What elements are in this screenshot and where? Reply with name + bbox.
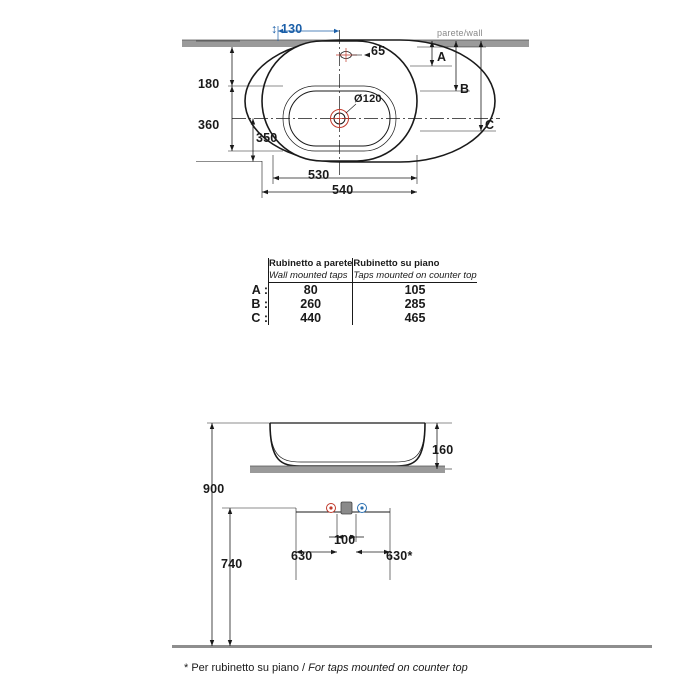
value-b-wall: 260 [269, 297, 353, 311]
dim-900-label: 900 [203, 482, 225, 496]
wall-label: parete/wall [437, 28, 483, 38]
table [222, 258, 477, 325]
drain-diameter-label: Ø120 [354, 93, 382, 105]
row-label-a: A : [251, 282, 268, 297]
value-b-counter: 285 [353, 297, 477, 311]
footnote [184, 662, 468, 674]
row-label-c: C : [251, 310, 268, 325]
letter-c-label: C [485, 118, 495, 132]
table-row [222, 282, 477, 297]
value-c-counter: 465 [353, 311, 477, 325]
dim-530-label: 530 [308, 168, 330, 182]
col2-title-it: Rubinetto su piano [353, 258, 440, 269]
value-c-wall: 440 [269, 311, 353, 325]
dimensions-table [222, 258, 492, 325]
dim-65-label: 65 [371, 44, 386, 58]
col-wall-mounted-header [269, 258, 353, 282]
value-a-wall: 80 [269, 282, 353, 297]
table-row [222, 311, 477, 325]
side-view-drawing [0, 400, 700, 700]
dim-160-label: 160 [432, 443, 454, 457]
dim-130-label: 130 [281, 22, 303, 36]
dim-740-label: 740 [221, 557, 243, 571]
dim-540-label: 540 [332, 183, 354, 197]
letter-b-label: B [460, 82, 470, 96]
dim-630-right-label: 630* [386, 549, 413, 563]
table-row [222, 297, 477, 311]
dim-130-arrow-icon: ↕ [271, 22, 278, 36]
col2-title-en: Taps mounted on counter top [353, 269, 477, 281]
table-header-row [222, 258, 477, 282]
dim-180-label: 180 [198, 77, 220, 91]
footnote-it: * Per rubinetto su piano / [184, 662, 309, 674]
row-label-b: B : [251, 296, 268, 311]
dim-630-left-label: 630 [291, 549, 313, 563]
col1-title-it: Rubinetto a parete [269, 258, 353, 269]
col-counter-top-header [353, 258, 477, 282]
dim-100-label: 100 [334, 533, 356, 547]
value-a-counter: 105 [353, 282, 477, 297]
dim-350-label: 350 [256, 131, 278, 145]
letter-a-label: A [437, 50, 447, 64]
dim-360-label: 360 [198, 118, 220, 132]
col1-title-en: Wall mounted taps [269, 269, 348, 281]
footnote-en: For taps mounted on counter top [308, 662, 468, 674]
